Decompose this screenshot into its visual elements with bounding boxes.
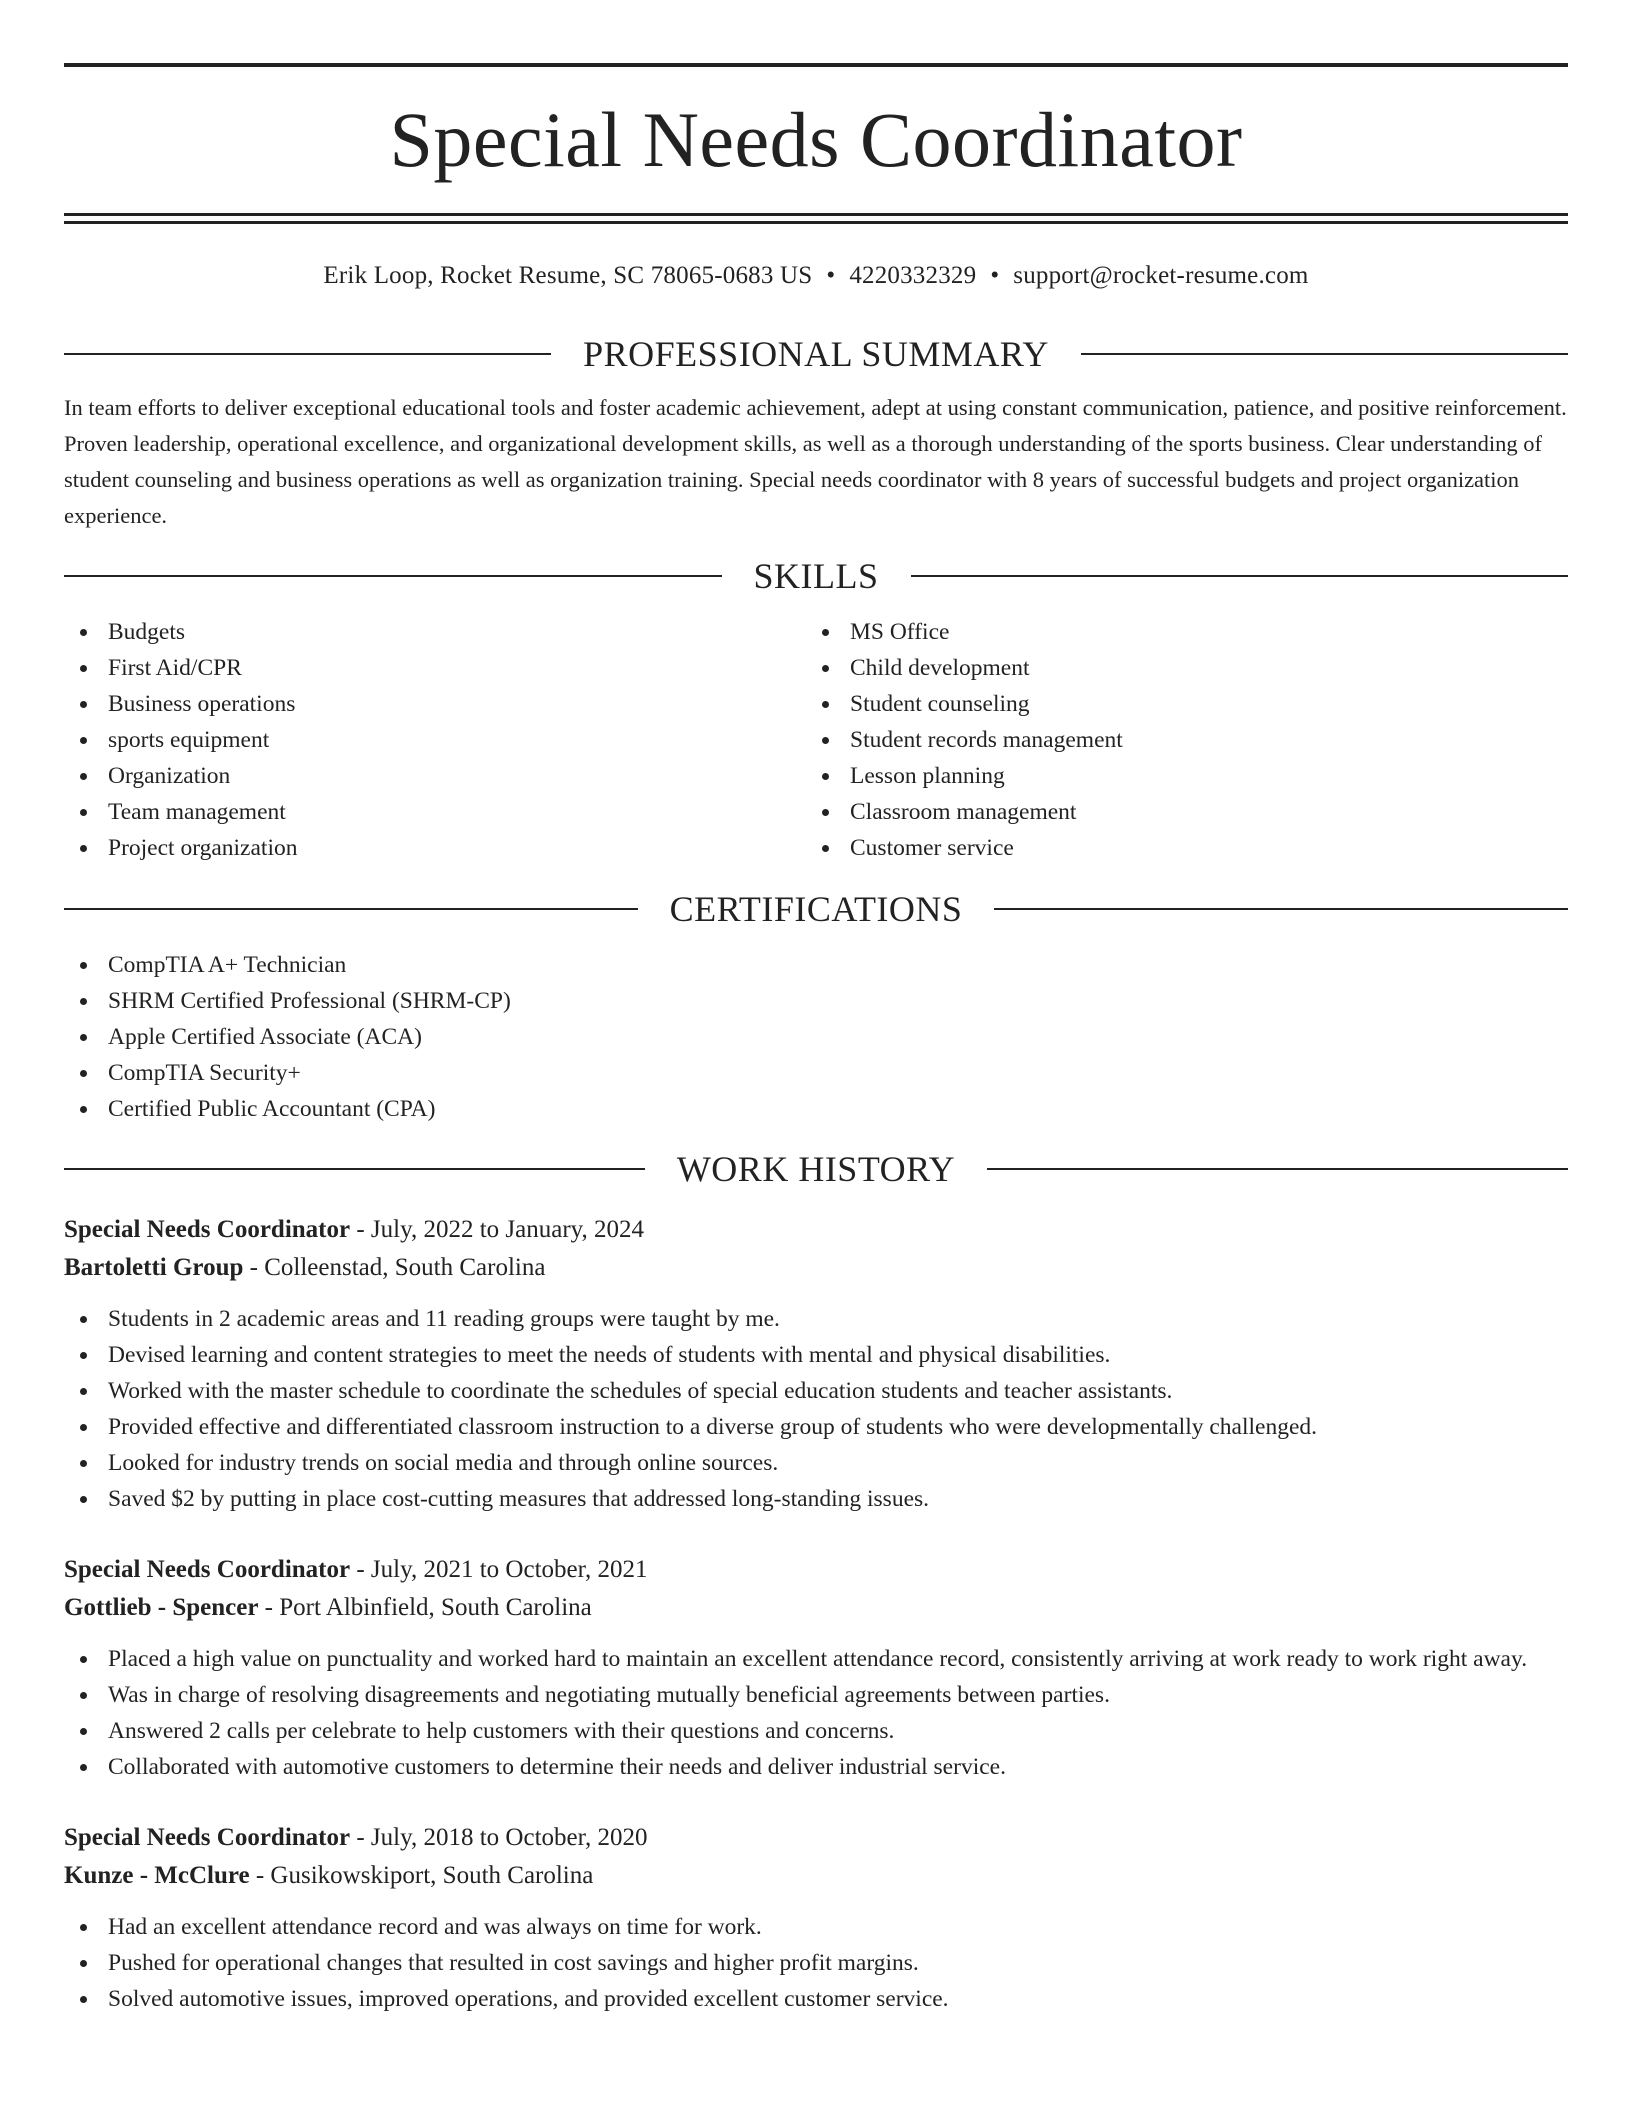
skill-item: First Aid/CPR (64, 650, 806, 686)
job-title: Special Needs Coordinator (64, 1556, 351, 1583)
title-block (64, 0, 1568, 224)
title-double-rule (64, 213, 1568, 224)
certification-item: Certified Public Accountant (CPA) (64, 1091, 1568, 1127)
job-bullet: Devised learning and content strategies to meet the needs of students with mental and physical disabilities. (64, 1337, 1568, 1373)
summary-heading (64, 334, 1568, 374)
certifications-heading-text: CERTIFICATIONS (669, 889, 963, 929)
certification-item: CompTIA A+ Technician (64, 947, 1568, 983)
skills-column-left (64, 614, 806, 866)
work-history-heading-text: WORK HISTORY (676, 1149, 956, 1189)
job-title-line (64, 1551, 1568, 1589)
skill-item: Student counseling (806, 686, 1548, 722)
contact-phone: 4220332329 (849, 262, 977, 289)
job-dates: - July, 2021 to October, 2021 (350, 1556, 648, 1583)
job-dates: - July, 2018 to October, 2020 (350, 1824, 648, 1851)
job-location: - Gusikowskiport, South Carolina (249, 1862, 594, 1889)
job-title: Special Needs Coordinator (64, 1824, 351, 1851)
job-company-line (64, 1857, 1568, 1895)
job-title: Special Needs Coordinator (64, 1216, 351, 1243)
contact-separator: • (826, 262, 836, 289)
job-bullet: Solved automotive issues, improved operations, and provided excellent customer service. (64, 1981, 1568, 2017)
job-bullet-list (64, 1641, 1568, 1785)
job-dates: - July, 2022 to January, 2024 (350, 1216, 645, 1243)
skill-item: Team management (64, 794, 806, 830)
skills-list (64, 614, 1568, 866)
job-entry (64, 1211, 1568, 1517)
certifications-list (64, 947, 1568, 1127)
job-bullet: Pushed for operational changes that resulted in cost savings and higher profit margins. (64, 1945, 1568, 1981)
skill-item: Customer service (806, 830, 1548, 866)
skill-item: Classroom management (806, 794, 1548, 830)
job-bullet-list (64, 1909, 1568, 2017)
resume-title: Special Needs Coordinator (389, 96, 1243, 183)
job-company-line (64, 1589, 1568, 1627)
job-bullet: Placed a high value on punctuality and worked hard to maintain an excellent attendance record, consistently arriving at work ready to work right away. (64, 1641, 1568, 1677)
skill-item: Student records management (806, 722, 1548, 758)
summary-text: In team efforts to deliver exceptional educational tools and foster academic achievement, adept at using constant communication, patience, and positive reinforcement. Proven leadership, operational excellence, and organizational development skills, as well as a thorough understanding of the sports business. Clear understanding of student counseling and business operations as well as organization training. Special needs coordinator with 8 years of successful budgets and project organization experience. (64, 395, 1567, 528)
contact-email: support@rocket-resume.com (1013, 262, 1309, 289)
job-bullet: Worked with the master schedule to coordinate the schedules of special education students and teacher assistants. (64, 1373, 1568, 1409)
job-bullet: Looked for industry trends on social media and through online sources. (64, 1445, 1568, 1481)
certification-item: Apple Certified Associate (ACA) (64, 1019, 1568, 1055)
job-bullet: Provided effective and differentiated classroom instruction to a diverse group of students who were developmentally challenged. (64, 1409, 1568, 1445)
summary-heading-text: PROFESSIONAL SUMMARY (583, 334, 1049, 374)
job-bullet: Answered 2 calls per celebrate to help customers with their questions and concerns. (64, 1713, 1568, 1749)
job-company: Kunze - McClure (64, 1862, 250, 1889)
skill-item: MS Office (806, 614, 1548, 650)
skill-item: Budgets (64, 614, 806, 650)
contact-address: Erik Loop, Rocket Resume, SC 78065-0683 US (323, 262, 813, 289)
job-company-line (64, 1249, 1568, 1287)
job-title-line (64, 1211, 1568, 1249)
job-bullet: Saved $2 by putting in place cost-cutting measures that addressed long-standing issues. (64, 1481, 1568, 1517)
job-bullet: Was in charge of resolving disagreements and negotiating mutually beneficial agreements between parties. (64, 1677, 1568, 1713)
skill-item: sports equipment (64, 722, 806, 758)
certification-item: CompTIA Security+ (64, 1055, 1568, 1091)
job-location: - Colleenstad, South Carolina (243, 1254, 546, 1281)
work-history-heading (64, 1149, 1568, 1189)
skills-column-right (806, 614, 1548, 866)
contact-separator: • (990, 262, 1000, 289)
job-company: Bartoletti Group (64, 1254, 244, 1281)
skills-heading (64, 556, 1568, 596)
job-bullet-list (64, 1301, 1568, 1517)
contact-line (64, 260, 1568, 292)
job-company: Gottlieb - Spencer (64, 1594, 259, 1621)
job-bullet: Collaborated with automotive customers to determine their needs and deliver industrial service. (64, 1749, 1568, 1785)
skill-item: Project organization (64, 830, 806, 866)
skill-item: Child development (806, 650, 1548, 686)
certifications-heading (64, 889, 1568, 929)
job-bullet: Had an excellent attendance record and was always on time for work. (64, 1909, 1568, 1945)
job-entry (64, 1551, 1568, 1785)
job-bullet: Students in 2 academic areas and 11 reading groups were taught by me. (64, 1301, 1568, 1337)
certification-item: SHRM Certified Professional (SHRM-CP) (64, 983, 1568, 1019)
skills-heading-text: SKILLS (753, 556, 879, 596)
skill-item: Business operations (64, 686, 806, 722)
job-title-line (64, 1819, 1568, 1857)
skill-item: Organization (64, 758, 806, 794)
job-entry (64, 1819, 1568, 2017)
job-location: - Port Albinfield, South Carolina (258, 1594, 592, 1621)
skill-item: Lesson planning (806, 758, 1548, 794)
